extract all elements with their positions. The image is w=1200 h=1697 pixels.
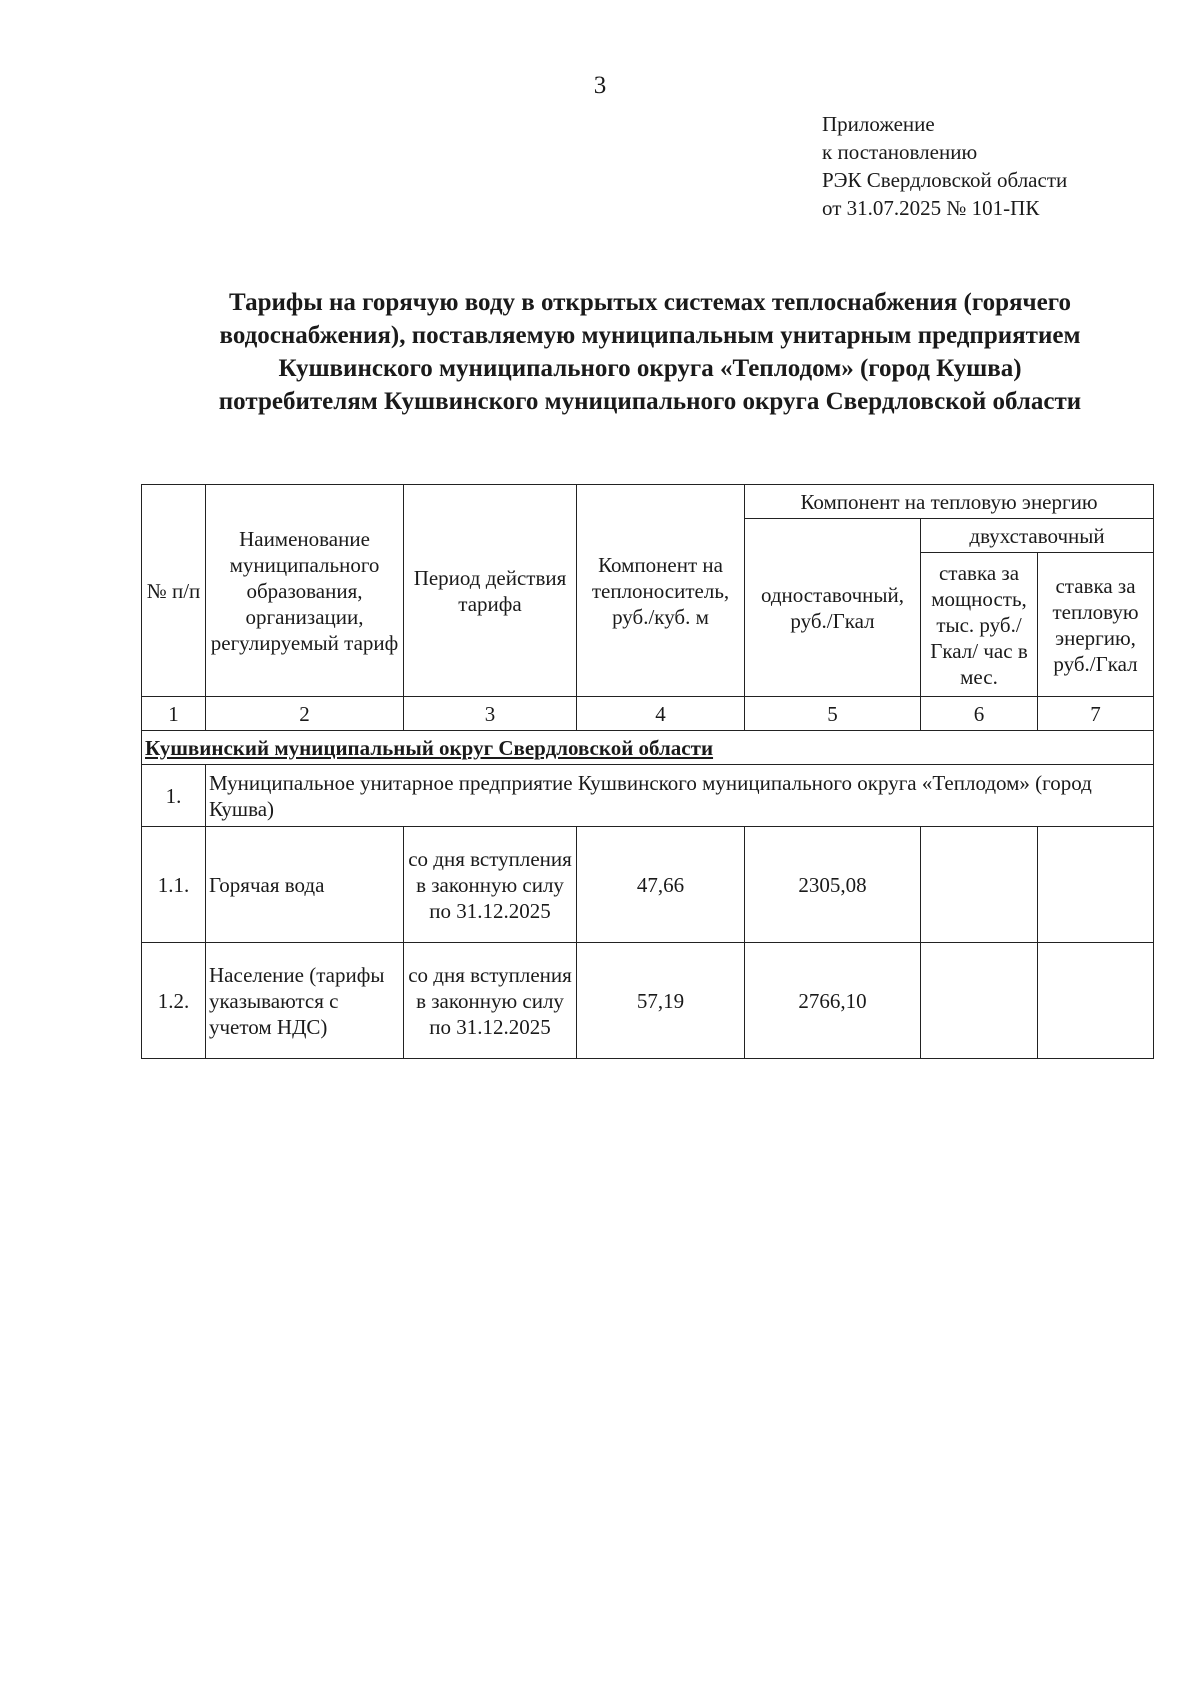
row-num: 1.2. — [142, 943, 206, 1059]
tariff-table — [141, 484, 1154, 1059]
organization-num: 1. — [142, 765, 206, 827]
column-number: 7 — [1038, 697, 1154, 731]
row-name: Горячая вода — [206, 827, 404, 943]
header-two-rate: двухставочный — [921, 519, 1154, 553]
appendix-line: РЭК Свердловской области — [822, 168, 1068, 192]
row-name: Население (тарифы указываются с учетом НДС) — [206, 943, 404, 1059]
section-title: Кушвинский муниципальный округ Свердловской области — [142, 731, 1154, 765]
organization-name: Муниципальное унитарное предприятие Кушвинского муниципального округа «Теплодом» (город Кушва) — [206, 765, 1154, 827]
title-line: водоснабжения), поставляемую муниципальным унитарным предприятием — [219, 322, 1081, 349]
row-single-rate: 2766,10 — [745, 943, 921, 1059]
title-line: потребителям Кушвинского муниципального округа Свердловской области — [218, 388, 1082, 415]
appendix-line: к постановлению — [822, 140, 978, 164]
header-num: № п/п — [142, 485, 206, 697]
row-carrier: 57,19 — [577, 943, 745, 1059]
row-num: 1.1. — [142, 827, 206, 943]
title-line: Кушвинского муниципального округа «Теплодом» (город Кушва) — [278, 355, 1022, 382]
header-name: Наименование муниципального образования, организации, регулируемый тариф — [206, 485, 404, 697]
appendix-line: Приложение — [822, 112, 935, 136]
row-capacity-rate — [921, 943, 1038, 1059]
row-energy-rate — [1038, 943, 1154, 1059]
appendix-block — [822, 110, 1067, 222]
column-number: 2 — [206, 697, 404, 731]
column-number: 4 — [577, 697, 745, 731]
row-capacity-rate — [921, 827, 1038, 943]
table-row — [142, 943, 1154, 1059]
header-carrier: Компонент на теплоноситель, руб./куб. м — [577, 485, 745, 697]
column-number-row — [142, 697, 1154, 731]
row-period: со дня вступления в законную силу по 31.12.2025 — [404, 827, 577, 943]
document-title — [130, 286, 1170, 418]
header-energy-rate: ставка за тепловую энергию, руб./Гкал — [1038, 553, 1154, 697]
page-number: 3 — [593, 72, 607, 99]
title-line: Тарифы на горячую воду в открытых системах теплоснабжения (горячего — [229, 289, 1071, 316]
appendix-line: от 31.07.2025 № 101-ПК — [822, 196, 1040, 220]
row-energy-rate — [1038, 827, 1154, 943]
organization-row — [142, 765, 1154, 827]
row-carrier: 47,66 — [577, 827, 745, 943]
header-energy-group: Компонент на тепловую энергию — [745, 485, 1154, 519]
table-row — [142, 827, 1154, 943]
header-period: Период действия тарифа — [404, 485, 577, 697]
column-number: 5 — [745, 697, 921, 731]
header-capacity-rate: ставка за мощность, тыс. руб./Гкал/ час в мес. — [921, 553, 1038, 697]
column-number: 3 — [404, 697, 577, 731]
column-number: 6 — [921, 697, 1038, 731]
row-single-rate: 2305,08 — [745, 827, 921, 943]
row-period: со дня вступления в законную силу по 31.12.2025 — [404, 943, 577, 1059]
header-single-rate: одноставочный, руб./Гкал — [745, 519, 921, 697]
column-number: 1 — [142, 697, 206, 731]
